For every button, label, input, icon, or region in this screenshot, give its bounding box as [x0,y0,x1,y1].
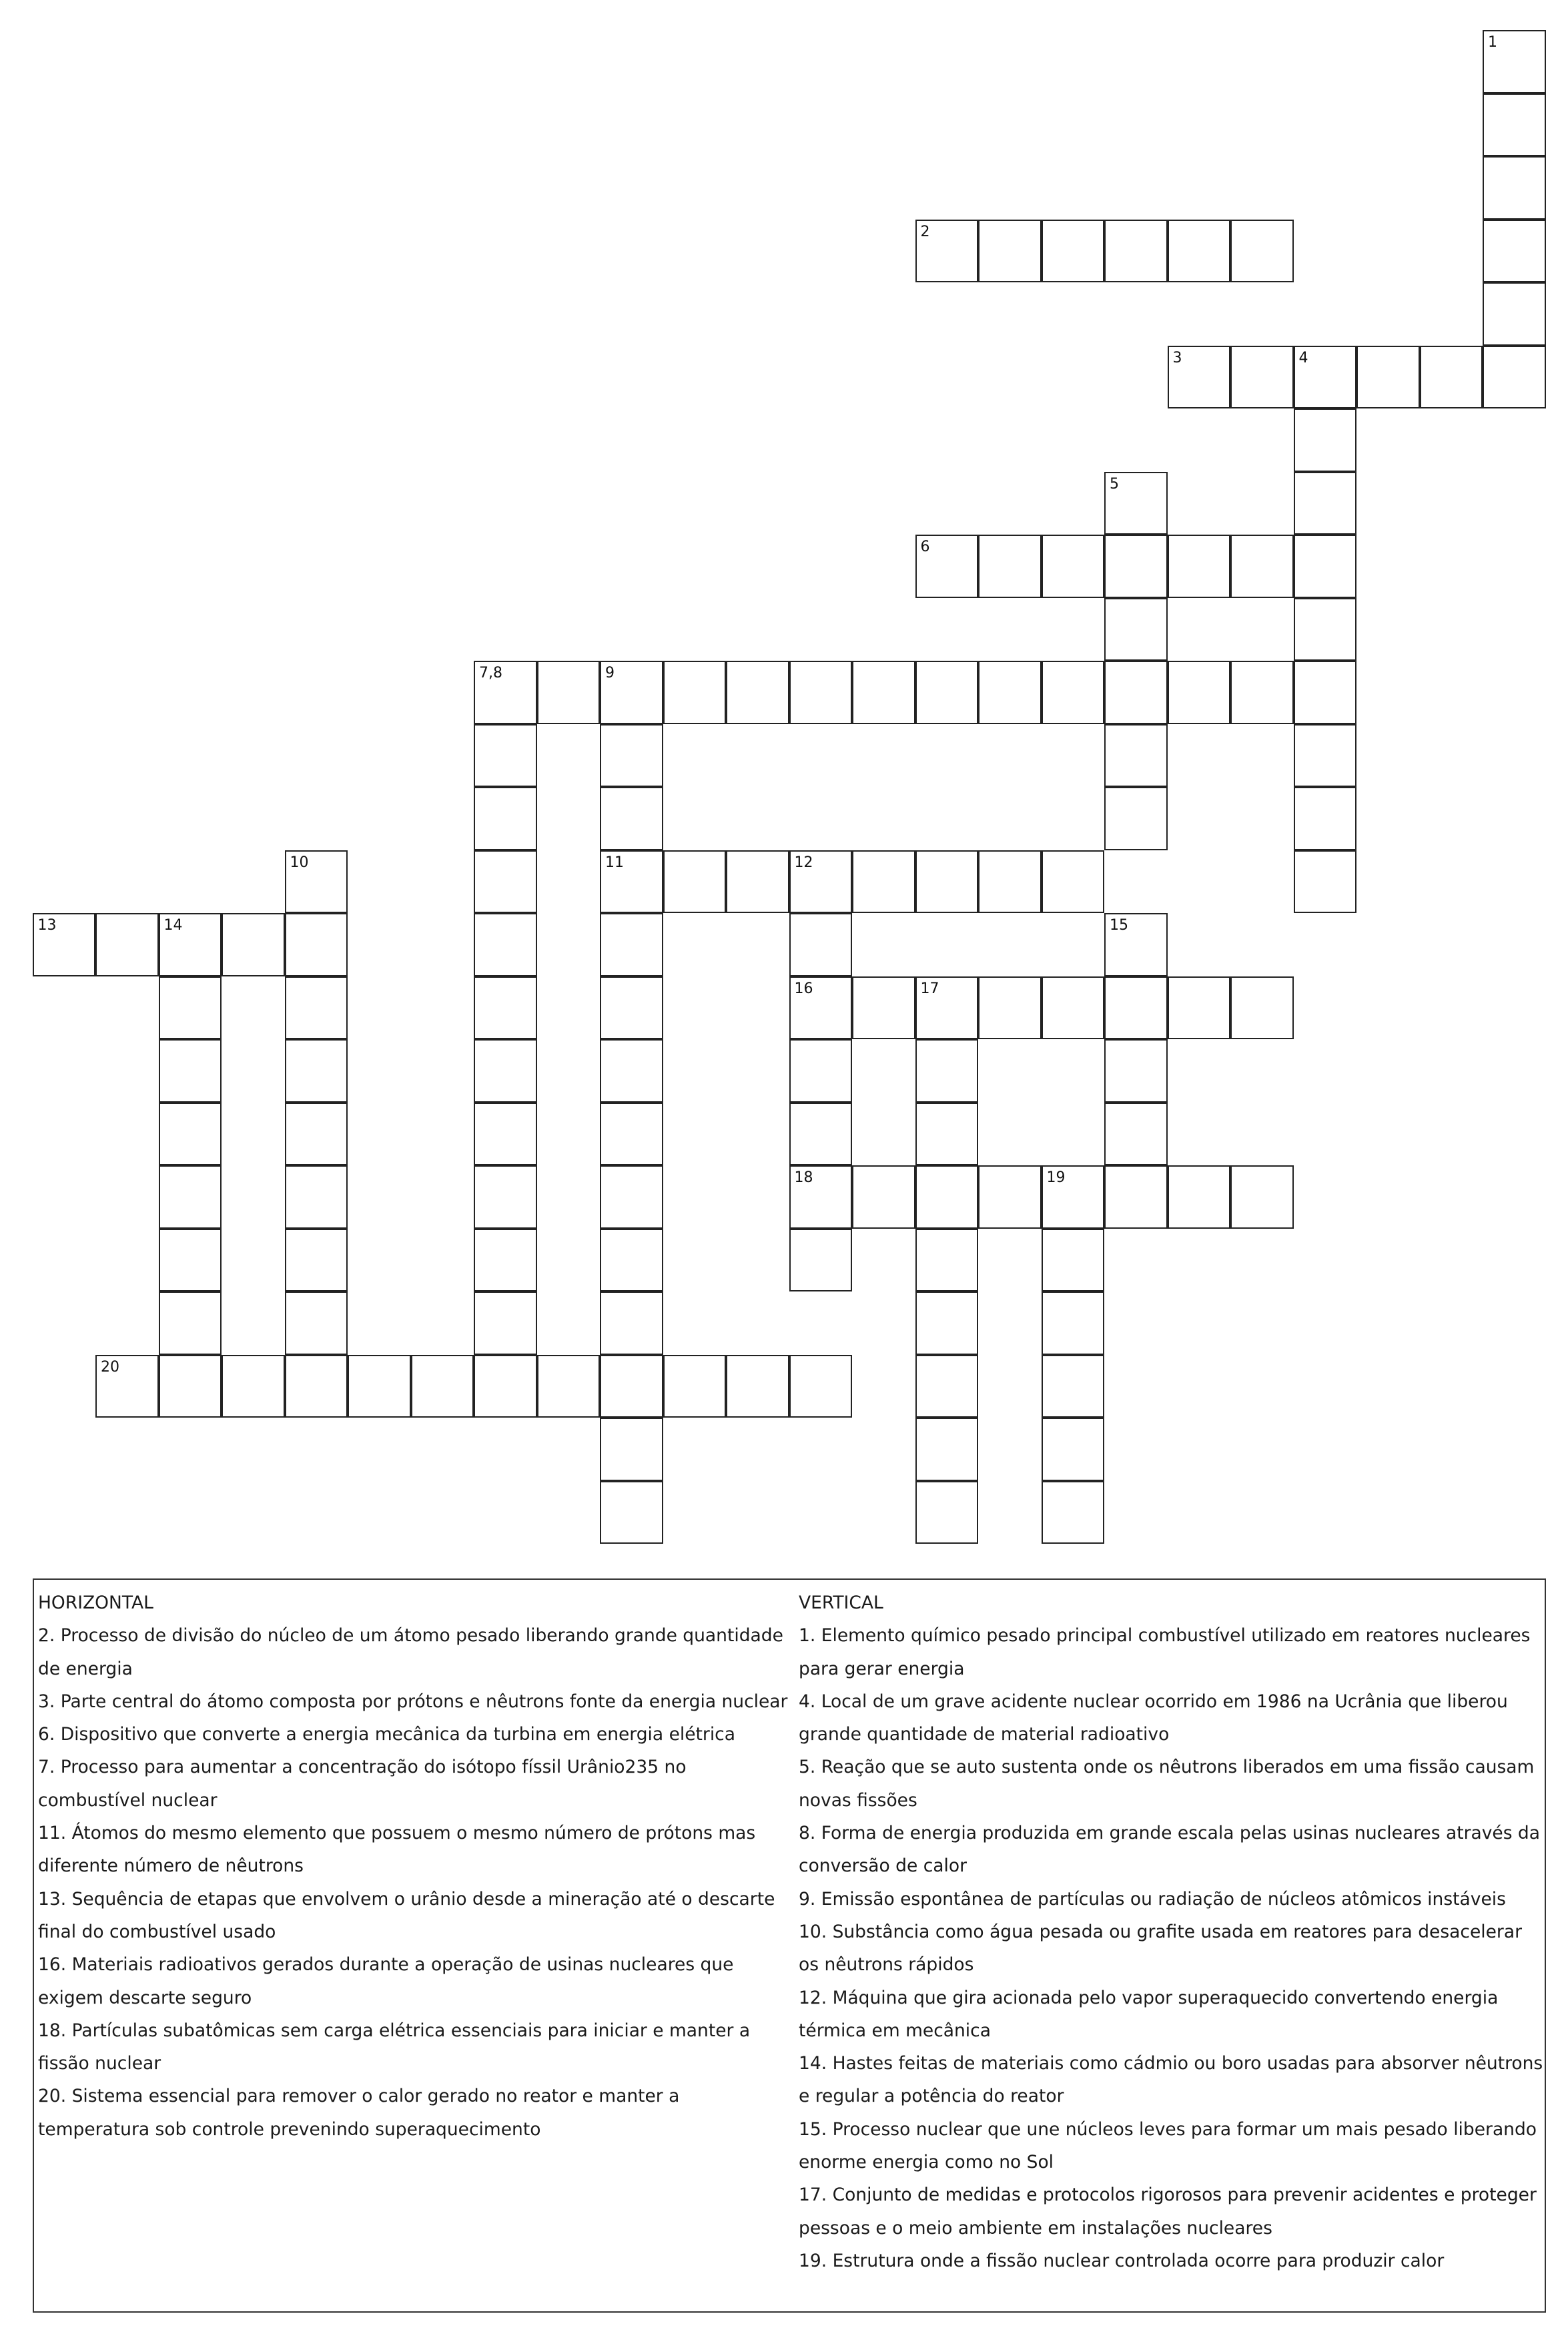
clue-number: 3 [1172,349,1182,366]
grid-cell[interactable] [285,1165,348,1229]
grid-cell[interactable] [537,661,601,724]
grid-cell[interactable] [789,1103,853,1166]
clue-number: 15 [1110,917,1128,934]
grid-cell[interactable] [1230,535,1294,598]
grid-cell[interactable] [915,1355,979,1418]
clue-number: 9 [605,665,615,681]
grid-cell[interactable] [1294,535,1357,598]
grid-cell[interactable] [1294,346,1357,409]
horizontal-clue: 13. Sequência de etapas que envolvem o urânio desde a mineração até o descarte final do combustível usado [38,1888,775,1942]
grid-cell[interactable] [1483,30,1546,93]
clue-number: 19 [1046,1169,1066,1186]
grid-cell[interactable] [852,661,915,724]
grid-cell[interactable] [600,850,663,914]
grid-cell[interactable] [600,1481,663,1544]
grid-cell[interactable] [1356,346,1420,409]
grid-cell[interactable] [600,724,663,788]
grid-cell[interactable] [978,1165,1042,1229]
grid-cell[interactable] [600,1229,663,1292]
grid-cell[interactable] [915,1165,979,1229]
grid-cell[interactable] [159,976,222,1040]
clue-number: 11 [605,854,624,871]
grid-cell[interactable] [1230,661,1294,724]
grid-cell[interactable] [1168,220,1231,283]
grid-cell[interactable] [1042,661,1105,724]
vertical-clue: 10. Substância como água pesada ou grafite usada em reatores para desacelerar os nêutrons rápidos [799,1921,1522,1976]
grid-cell[interactable] [348,1355,411,1418]
grid-cell[interactable] [1042,1481,1105,1544]
horizontal-clues-title: HORIZONTAL [38,1592,153,1613]
grid-cell[interactable] [1294,850,1357,914]
clue-number: 16 [794,980,813,997]
grid-cell[interactable] [1104,787,1168,850]
grid-cell[interactable] [915,976,979,1040]
grid-cell[interactable] [789,913,853,976]
grid-cell[interactable] [789,1229,853,1292]
horizontal-clue: 6. Dispositivo que converte a energia mecânica da turbina em energia elétrica [38,1724,735,1745]
grid-cell[interactable] [474,1355,537,1418]
grid-cell[interactable] [222,1355,285,1418]
grid-cell[interactable] [1104,1165,1168,1229]
grid-cell[interactable] [978,220,1042,283]
grid-cell[interactable] [1230,1165,1294,1229]
grid-cell[interactable] [726,850,789,914]
grid-cell[interactable] [1042,976,1105,1040]
grid-cell[interactable] [1294,661,1357,724]
vertical-clue: 8. Forma de energia produzida em grande escala pelas usinas nucleares através da conversão de calor [799,1823,1540,1877]
grid-cell[interactable] [159,1103,222,1166]
grid-cell[interactable] [474,1291,537,1355]
grid-cell[interactable] [600,976,663,1040]
grid-cell[interactable] [1420,346,1483,409]
grid-cell[interactable] [600,913,663,976]
grid-cell[interactable] [285,1039,348,1103]
clue-number: 1 [1488,34,1497,51]
horizontal-clue: 16. Materiais radioativos gerados durante a operação de usinas nucleares que exigem descarte seguro [38,1954,734,2008]
grid-cell[interactable] [1104,472,1168,535]
grid-cell[interactable] [159,1165,222,1229]
grid-cell[interactable] [600,1418,663,1481]
grid-cell[interactable] [1104,598,1168,661]
horizontal-clue-list [38,1619,795,2146]
grid-cell[interactable] [1104,661,1168,724]
grid-cell[interactable] [95,1355,159,1418]
grid-cell[interactable] [1104,220,1168,283]
grid-cell[interactable] [852,850,915,914]
grid-cell[interactable] [285,1229,348,1292]
grid-cell[interactable] [600,1103,663,1166]
grid-cell[interactable] [1168,346,1231,409]
grid-cell[interactable] [915,850,979,914]
vertical-clues-column [799,1586,1545,2277]
grid-cell[interactable] [1042,1418,1105,1481]
grid-cell[interactable] [159,1355,222,1418]
grid-cell[interactable] [600,1355,663,1418]
grid-cell[interactable] [285,850,348,914]
grid-cell[interactable] [789,1165,853,1229]
vertical-clue: 14. Hastes feitas de materiais como cádmio ou boro usadas para absorver nêutrons e regular a potência do reator [799,2053,1543,2107]
grid-cell[interactable] [915,1039,979,1103]
grid-cell[interactable] [1104,1103,1168,1166]
grid-cell[interactable] [789,661,853,724]
grid-cell[interactable] [600,661,663,724]
grid-cell[interactable] [159,1229,222,1292]
vertical-clue: 1. Elemento químico pesado principal combustível utilizado em reatores nucleares para gerar energia [799,1625,1531,1679]
grid-cell[interactable] [537,1355,601,1418]
clue-number: 12 [794,854,813,871]
grid-cell[interactable] [1042,1165,1105,1229]
grid-cell[interactable] [285,1355,348,1418]
grid-cell[interactable] [726,1355,789,1418]
grid-cell[interactable] [222,913,285,976]
grid-cell[interactable] [1483,282,1546,346]
grid-cell[interactable] [1042,1229,1105,1292]
horizontal-clue: 20. Sistema essencial para remover o calor gerado no reator e manter a temperatura sob controle prevenindo superaquecimento [38,2086,680,2140]
grid-cell[interactable] [915,1229,979,1292]
grid-cell[interactable] [1483,220,1546,283]
vertical-clue: 15. Processo nuclear que une núcleos leves para formar um mais pesado liberando enorme energia como no Sol [799,2118,1537,2173]
grid-cell[interactable] [1230,976,1294,1040]
grid-cell[interactable] [1104,913,1168,976]
grid-cell[interactable] [915,220,979,283]
grid-cell[interactable] [474,850,537,914]
grid-cell[interactable] [915,535,979,598]
grid-cell[interactable] [474,724,537,788]
grid-cell[interactable] [474,1103,537,1166]
grid-cell[interactable] [600,787,663,850]
grid-cell[interactable] [1483,156,1546,220]
grid-cell[interactable] [978,850,1042,914]
grid-cell[interactable] [600,1039,663,1103]
clue-number: 7,8 [479,665,502,681]
grid-cell[interactable] [1168,535,1231,598]
vertical-clue-list [799,1619,1545,2277]
grid-cell[interactable] [1042,1355,1105,1418]
grid-cell[interactable] [1104,724,1168,788]
grid-cell[interactable] [285,976,348,1040]
clue-number: 20 [101,1358,119,1376]
grid-cell[interactable] [1104,1039,1168,1103]
grid-cell[interactable] [285,1291,348,1355]
clue-number: 4 [1298,349,1308,366]
grid-cell[interactable] [1042,1291,1105,1355]
grid-cell[interactable] [474,976,537,1040]
grid-cell[interactable] [915,1418,979,1481]
vertical-clue: 5. Reação que se auto sustenta onde os nêutrons liberados em uma fissão causam novas fissões [799,1757,1535,1811]
clue-number: 10 [290,854,309,871]
grid-cell[interactable] [411,1355,474,1418]
grid-cell[interactable] [663,1355,727,1418]
grid-cell[interactable] [159,913,222,976]
grid-cell[interactable] [600,1165,663,1229]
grid-cell[interactable] [789,976,853,1040]
grid-cell[interactable] [1104,976,1168,1040]
grid-cell[interactable] [789,850,853,914]
grid-cell[interactable] [159,1039,222,1103]
grid-cell[interactable] [474,1039,537,1103]
horizontal-clues-column [38,1586,795,2146]
vertical-clue: 12. Máquina que gira acionada pelo vapor superaquecido convertendo energia térmica em mecânica [799,1987,1499,2041]
horizontal-clue: 3. Parte central do átomo composta por prótons e nêutrons fonte da energia nuclear [38,1691,788,1712]
horizontal-clue: 2. Processo de divisão do núcleo de um átomo pesado liberando grande quantidade de energia [38,1625,783,1679]
grid-cell[interactable] [1294,408,1357,472]
clue-number: 14 [163,917,183,934]
grid-cell[interactable] [474,661,537,724]
grid-cell[interactable] [915,661,979,724]
grid-cell[interactable] [33,913,96,976]
grid-cell[interactable] [915,1103,979,1166]
grid-cell[interactable] [1294,787,1357,850]
grid-cell[interactable] [474,787,537,850]
grid-cell[interactable] [1483,346,1546,409]
vertical-clue: 17. Conjunto de medidas e protocolos rigorosos para prevenir acidentes e proteger pessoas e o meio ambiente em instalações nucleares [799,2185,1537,2239]
grid-cell[interactable] [852,976,915,1040]
grid-cell[interactable] [1042,220,1105,283]
vertical-clue: 19. Estrutura onde a fissão nuclear controlada ocorre para produzir calor [799,2250,1445,2271]
grid-cell[interactable] [726,661,789,724]
clue-number: 2 [920,223,930,240]
grid-cell[interactable] [789,1039,853,1103]
horizontal-clue: 7. Processo para aumentar a concentração do isótopo físsil Urânio235 no combustível nuclear [38,1757,687,1811]
clue-number: 18 [794,1169,813,1186]
clue-panel [33,1578,1546,2313]
grid-cell[interactable] [1168,1165,1231,1229]
vertical-clue: 9. Emissão espontânea de partículas ou radiação de núcleos atômicos instáveis [799,1888,1506,1910]
grid-cell[interactable] [915,1291,979,1355]
clue-number: 13 [37,917,57,934]
grid-cell[interactable] [852,1165,915,1229]
clue-number: 17 [920,980,939,997]
vertical-clues-title: VERTICAL [799,1592,883,1613]
grid-cell[interactable] [915,1481,979,1544]
grid-cell[interactable] [285,1103,348,1166]
grid-cell[interactable] [1104,535,1168,598]
grid-cell[interactable] [663,661,727,724]
grid-cell[interactable] [1168,661,1231,724]
grid-cell[interactable] [600,1291,663,1355]
grid-cell[interactable] [789,1355,853,1418]
grid-cell[interactable] [978,661,1042,724]
grid-cell[interactable] [1294,472,1357,535]
grid-cell[interactable] [474,1165,537,1229]
grid-cell[interactable] [95,913,159,976]
grid-cell[interactable] [1294,598,1357,661]
grid-cell[interactable] [1483,93,1546,157]
grid-cell[interactable] [1042,850,1105,914]
grid-cell[interactable] [663,850,727,914]
grid-cell[interactable] [1294,724,1357,788]
grid-cell[interactable] [474,1229,537,1292]
vertical-clue: 4. Local de um grave acidente nuclear ocorrido em 1986 na Ucrânia que liberou grande quantidade de material radioativo [799,1691,1508,1745]
grid-cell[interactable] [1230,220,1294,283]
grid-cell[interactable] [978,535,1042,598]
clue-number: 5 [1110,475,1119,493]
horizontal-clue: 18. Partículas subatômicas sem carga elétrica essenciais para iniciar e manter a fissão nuclear [38,2020,751,2074]
grid-cell[interactable] [1042,535,1105,598]
grid-cell[interactable] [1168,976,1231,1040]
grid-cell[interactable] [474,913,537,976]
grid-cell[interactable] [159,1291,222,1355]
grid-cell[interactable] [285,913,348,976]
clue-number: 6 [920,539,930,555]
grid-cell[interactable] [1230,346,1294,409]
horizontal-clue: 11. Átomos do mesmo elemento que possuem o mesmo número de prótons mas diferente número de nêutrons [38,1823,756,1877]
grid-cell[interactable] [978,976,1042,1040]
